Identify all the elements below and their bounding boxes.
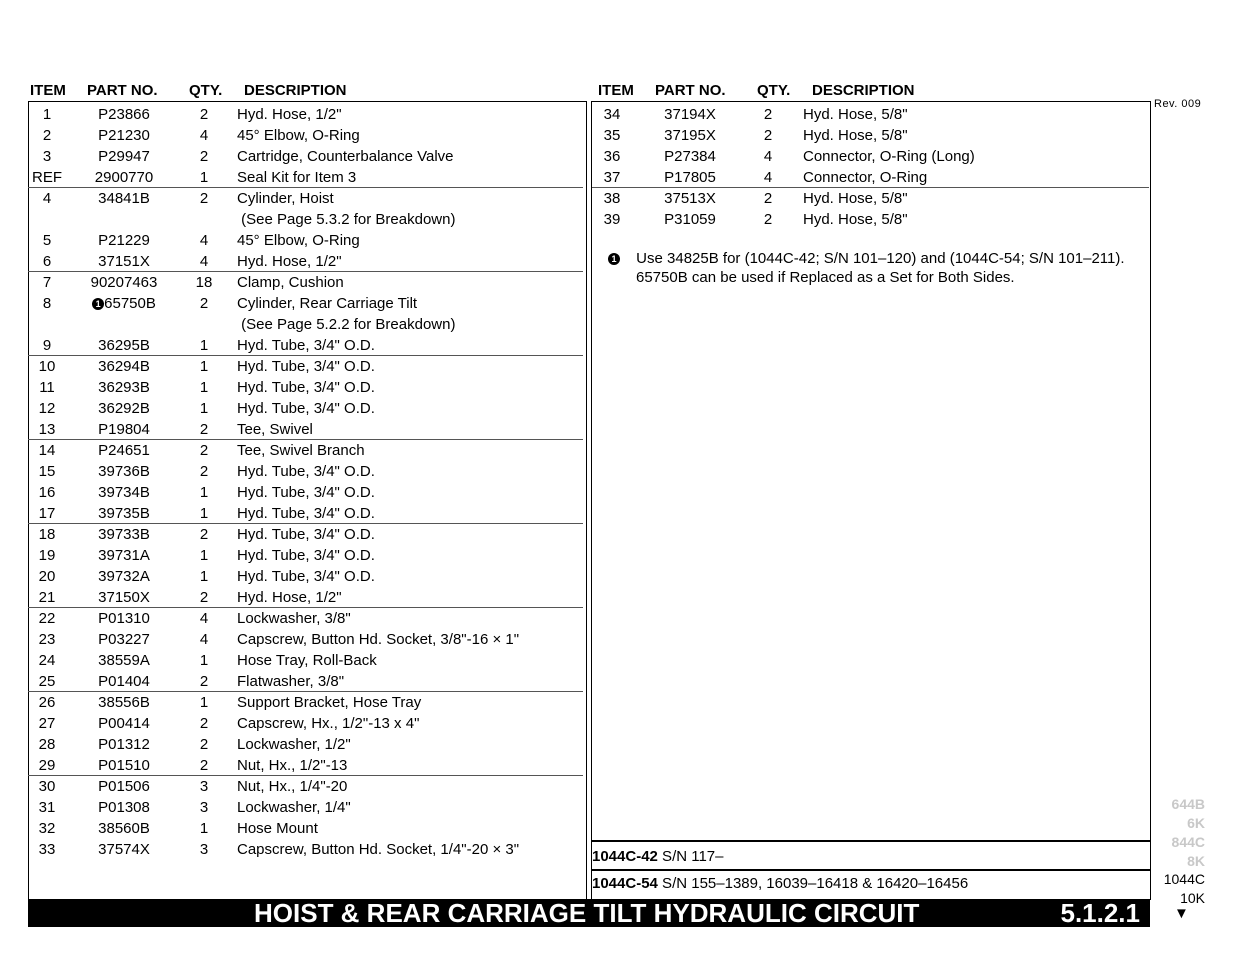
part-number-text: 36294B: [98, 358, 150, 375]
description: Hyd. Tube, 3/4" O.D.: [237, 379, 375, 396]
page-title: HOIST & REAR CARRIAGE TILT HYDRAULIC CIRCUIT: [254, 898, 920, 928]
item-number: 26: [38, 694, 56, 711]
quantity: 3: [199, 778, 209, 795]
part-number-text: 37513X: [664, 190, 716, 207]
item-number: 21: [38, 589, 56, 606]
part-number-text: 36292B: [98, 400, 150, 417]
part-number-text: 39735B: [98, 505, 150, 522]
part-number-text: P00414: [98, 715, 150, 732]
item-number: 25: [38, 673, 56, 690]
description: Lockwasher, 1/2": [237, 736, 351, 753]
footnote: [608, 249, 1125, 269]
table-row: [28, 692, 585, 713]
item-number: 18: [38, 526, 56, 543]
item-number: 27: [38, 715, 56, 732]
item-number: 5: [42, 232, 52, 249]
quantity: 4: [763, 148, 773, 165]
part-number: [650, 209, 730, 230]
table-row: [28, 671, 585, 692]
footnote-line-1: Use 34825B for (1044C-42; S/N 101–120) and (1044C-54; S/N 101–211).: [636, 250, 1125, 267]
part-number-text: 38559A: [98, 652, 150, 669]
part-number: [82, 839, 166, 860]
row-group-divider: [28, 187, 583, 188]
header-qty-right: QTY.: [757, 82, 791, 99]
part-number: [650, 104, 730, 125]
description: Hyd. Tube, 3/4" O.D.: [237, 547, 375, 564]
item-number: 10: [38, 358, 56, 375]
item-number: 39: [603, 211, 621, 228]
row-group-divider: [28, 691, 583, 692]
part-number-text: P01506: [98, 778, 150, 795]
part-number: [82, 629, 166, 650]
item-number: 28: [38, 736, 56, 753]
part-number-text: P21230: [98, 127, 150, 144]
part-number: [82, 251, 166, 272]
table-row: [28, 566, 585, 587]
description: Hose Mount: [237, 820, 318, 837]
quantity: 2: [199, 148, 209, 165]
part-number-text: P24651: [98, 442, 150, 459]
table-row: [591, 146, 1149, 167]
quantity: 2: [199, 673, 209, 690]
table-row: [591, 167, 1149, 188]
item-number: 38: [603, 190, 621, 207]
item-number: 33: [38, 841, 56, 858]
quantity: 2: [763, 190, 773, 207]
description: Cylinder, Hoist: [237, 190, 334, 207]
arrow-down-icon[interactable]: ▼: [1174, 905, 1189, 922]
item-number: 19: [38, 547, 56, 564]
table-row: [28, 377, 585, 398]
description: Hose Tray, Roll-Back: [237, 652, 377, 669]
item-number: REF: [32, 169, 62, 186]
description: (See Page 5.3.2 for Breakdown): [237, 211, 456, 228]
part-number-text: 37574X: [98, 841, 150, 858]
description: Cylinder, Rear Carriage Tilt: [237, 295, 418, 312]
table-row: [28, 587, 585, 608]
part-number-text: 39732A: [98, 568, 150, 585]
part-number: [82, 587, 166, 608]
part-number-text: P23866: [98, 106, 150, 123]
table-row: [28, 818, 585, 839]
table-row: [28, 776, 585, 797]
row-group-divider: [28, 523, 583, 524]
description: Hyd. Hose, 5/8": [803, 190, 908, 207]
footnote-ref-icon: 1: [92, 298, 104, 310]
part-number-text: P29947: [98, 148, 150, 165]
description: Tee, Swivel: [237, 421, 313, 438]
part-number-text: 37150X: [98, 589, 150, 606]
quantity: 1: [199, 820, 209, 837]
part-number-text: P01404: [98, 673, 150, 690]
item-number: 11: [39, 379, 55, 396]
part-number-text: 39734B: [98, 484, 150, 501]
table-row: [28, 293, 585, 314]
part-number: [650, 146, 730, 167]
part-number-text: 39733B: [98, 526, 150, 543]
table-row: [28, 734, 585, 755]
item-number: 37: [603, 169, 621, 186]
part-number-text: 37194X: [664, 106, 716, 123]
part-number: [650, 188, 730, 209]
description: Hyd. Hose, 5/8": [803, 211, 908, 228]
table-row: [28, 608, 585, 629]
part-number: [82, 104, 166, 125]
row-group-divider: [28, 607, 583, 608]
serial-row-54: [591, 872, 1151, 896]
item-number: 6: [42, 253, 52, 270]
description: (See Page 5.2.2 for Breakdown): [237, 316, 456, 333]
quantity: 2: [199, 736, 209, 753]
part-number: [82, 818, 166, 839]
footnote-line-2-container: [636, 268, 1015, 288]
part-number-text: 39731A: [98, 547, 150, 564]
part-number: [82, 671, 166, 692]
part-number: [82, 545, 166, 566]
table-row: [28, 272, 585, 293]
part-number-text: P01308: [98, 799, 150, 816]
part-number-text: 38560B: [98, 820, 150, 837]
quantity: 1: [199, 400, 209, 417]
part-number-text: P01510: [98, 757, 150, 774]
part-number: [650, 125, 730, 146]
quantity: 1: [199, 568, 209, 585]
quantity: 2: [199, 442, 209, 459]
header-part-no-right: PART NO.: [655, 82, 726, 99]
quantity: 1: [199, 379, 209, 396]
quantity: 4: [763, 169, 773, 186]
description: 45° Elbow, O-Ring: [237, 127, 360, 144]
part-number: [82, 377, 166, 398]
part-number-text: 37151X: [98, 253, 150, 270]
part-number: [82, 398, 166, 419]
part-number-text: P27384: [664, 148, 716, 165]
table-row: [28, 398, 585, 419]
part-number-text: P17805: [664, 169, 716, 186]
part-number: [82, 419, 166, 440]
part-number: [82, 608, 166, 629]
table-row: [591, 209, 1149, 230]
description: Hyd. Tube, 3/4" O.D.: [237, 463, 375, 480]
serial-model-54: 1044C-54: [592, 875, 658, 892]
item-number: 35: [603, 127, 621, 144]
part-number-text: 2900770: [94, 169, 154, 186]
quantity: 2: [199, 463, 209, 480]
item-number: 20: [38, 568, 56, 585]
item-number: 17: [38, 505, 56, 522]
quantity: 2: [199, 190, 209, 207]
part-number-text: 65750B: [104, 295, 156, 312]
table-row: [28, 755, 585, 776]
header-description-right: DESCRIPTION: [812, 82, 915, 99]
table-row: [28, 146, 585, 167]
item-number: 36: [603, 148, 621, 165]
part-number: [650, 167, 730, 188]
table-row: [28, 839, 585, 860]
part-number-text: P19804: [98, 421, 150, 438]
quantity: 3: [199, 841, 209, 858]
description: Hyd. Tube, 3/4" O.D.: [237, 568, 375, 585]
description: Nut, Hx., 1/4"-20: [237, 778, 348, 795]
item-number: 2: [42, 127, 52, 144]
part-number: [82, 524, 166, 545]
quantity: 2: [199, 526, 209, 543]
serial-range-42: S/N 117–: [657, 848, 724, 865]
part-number-text: 90207463: [90, 274, 158, 291]
quantity: 2: [199, 106, 209, 123]
part-number: [82, 755, 166, 776]
description: Hyd. Hose, 1/2": [237, 589, 342, 606]
part-number-text: P03227: [98, 631, 150, 648]
table-row: [28, 797, 585, 818]
serial-model-42: 1044C-42: [592, 848, 658, 865]
serial-divider-top: [591, 840, 1151, 842]
part-number-text: 37195X: [664, 127, 716, 144]
table-row: [28, 419, 585, 440]
quantity: 2: [763, 106, 773, 123]
part-number: [82, 230, 166, 251]
description: Hyd. Hose, 5/8": [803, 127, 908, 144]
quantity: 2: [199, 757, 209, 774]
part-number: [82, 566, 166, 587]
description: Connector, O-Ring: [803, 169, 928, 186]
section-number: 5.1.2.1: [1060, 898, 1140, 928]
part-number: [82, 503, 166, 524]
table-row: [28, 335, 585, 356]
item-number: 4: [42, 190, 52, 207]
header-part-no-left: PART NO.: [87, 82, 158, 99]
item-number: 9: [42, 337, 52, 354]
quantity: 2: [199, 715, 209, 732]
part-number: [82, 335, 166, 356]
quantity: 18: [195, 274, 213, 291]
part-number-text: P21229: [98, 232, 150, 249]
item-number: 13: [38, 421, 56, 438]
part-number: [82, 356, 166, 377]
serial-row-42: [591, 845, 1151, 871]
quantity: 4: [199, 253, 209, 270]
part-number-text: 34841B: [98, 190, 150, 207]
description: Hyd. Tube, 3/4" O.D.: [237, 337, 375, 354]
part-number: [82, 293, 166, 314]
table-row: [28, 713, 585, 734]
revision-label: Rev. 009: [1154, 98, 1202, 110]
item-number: 14: [38, 442, 56, 459]
footnote-line-2: 65750B can be used if Replaced as a Set for Both Sides.: [636, 269, 1015, 286]
item-number: 3: [42, 148, 52, 165]
description: Lockwasher, 1/4": [237, 799, 351, 816]
model-8k[interactable]: 8K: [1187, 853, 1205, 869]
footnote-marker: 1: [608, 253, 620, 265]
part-number: [82, 734, 166, 755]
quantity: 4: [199, 127, 209, 144]
header-item-left: ITEM: [30, 82, 66, 99]
item-number: 16: [38, 484, 56, 501]
item-number: 8: [42, 295, 52, 312]
quantity: 1: [199, 547, 209, 564]
description: Hyd. Tube, 3/4" O.D.: [237, 400, 375, 417]
quantity: 4: [199, 610, 209, 627]
table-row: [28, 545, 585, 566]
description: Cartridge, Counterbalance Valve: [237, 148, 454, 165]
part-number: [82, 272, 166, 293]
part-number: [82, 167, 166, 188]
model-844c[interactable]: 844C: [1171, 834, 1205, 850]
quantity: 4: [199, 232, 209, 249]
item-number: 15: [38, 463, 56, 480]
part-number-text: 36295B: [98, 337, 150, 354]
table-row: [28, 650, 585, 671]
row-group-divider: [28, 355, 583, 356]
part-number-text: 36293B: [98, 379, 150, 396]
header-description-left: DESCRIPTION: [244, 82, 347, 99]
description: Hyd. Hose, 1/2": [237, 253, 342, 270]
table-row: [28, 440, 585, 461]
quantity: 2: [199, 421, 209, 438]
quantity: 2: [763, 127, 773, 144]
table-row: [591, 125, 1149, 146]
description: Hyd. Tube, 3/4" O.D.: [237, 505, 375, 522]
table-row: [28, 629, 585, 650]
part-number: [82, 188, 166, 209]
item-number: 23: [38, 631, 56, 648]
item-number: 32: [38, 820, 56, 837]
table-row: [28, 104, 585, 125]
model-10k[interactable]: 10K: [1180, 890, 1205, 906]
table-row: [28, 188, 585, 209]
model-644b[interactable]: 644B: [1171, 796, 1205, 812]
part-number: [82, 713, 166, 734]
header-item-right: ITEM: [598, 82, 634, 99]
part-number: [82, 440, 166, 461]
table-row: [28, 461, 585, 482]
description: 45° Elbow, O-Ring: [237, 232, 360, 249]
part-number: [82, 461, 166, 482]
item-number: 34: [603, 106, 621, 123]
item-number: 30: [38, 778, 56, 795]
table-row: [28, 230, 585, 251]
quantity: 3: [199, 799, 209, 816]
quantity: 4: [199, 631, 209, 648]
description: Hyd. Tube, 3/4" O.D.: [237, 526, 375, 543]
serial-range-54: S/N 155–1389, 16039–16418 & 16420–16456: [657, 875, 969, 892]
description: Connector, O-Ring (Long): [803, 148, 975, 165]
part-number: [82, 776, 166, 797]
description: Hyd. Tube, 3/4" O.D.: [237, 484, 375, 501]
item-number: 29: [38, 757, 56, 774]
table-row: [28, 524, 585, 545]
quantity: 1: [199, 484, 209, 501]
model-6k[interactable]: 6K: [1187, 815, 1205, 831]
quantity: 1: [199, 505, 209, 522]
part-number-text: 38556B: [98, 694, 150, 711]
table-row: [28, 125, 585, 146]
title-bar: [28, 899, 1150, 927]
part-number: [82, 650, 166, 671]
quantity: 2: [763, 211, 773, 228]
description: Capscrew, Button Hd. Socket, 1/4"-20 × 3": [237, 841, 520, 858]
item-number: 1: [42, 106, 52, 123]
quantity: 1: [199, 358, 209, 375]
description: Clamp, Cushion: [237, 274, 344, 291]
description: Flatwasher, 3/8": [237, 673, 345, 690]
part-number-text: 39736B: [98, 463, 150, 480]
description: Capscrew, Button Hd. Socket, 3/8"-16 × 1": [237, 631, 520, 648]
quantity: 1: [199, 337, 209, 354]
row-group-divider: [28, 775, 583, 776]
table-row: [591, 188, 1149, 209]
table-row: [28, 503, 585, 524]
row-group-divider: [28, 271, 583, 272]
part-number: [82, 482, 166, 503]
item-number: 31: [38, 799, 56, 816]
part-number: [82, 692, 166, 713]
table-row: [28, 482, 585, 503]
description: Nut, Hx., 1/2"-13: [237, 757, 348, 774]
table-row: [28, 167, 585, 188]
part-number: [82, 125, 166, 146]
description: Lockwasher, 3/8": [237, 610, 351, 627]
description: Seal Kit for Item 3: [237, 169, 357, 186]
item-number: 7: [42, 274, 52, 291]
part-number-text: P01312: [98, 736, 150, 753]
part-number: [82, 797, 166, 818]
description: Tee, Swivel Branch: [237, 442, 365, 459]
part-number: [82, 146, 166, 167]
part-number-text: P01310: [98, 610, 150, 627]
description: Hyd. Tube, 3/4" O.D.: [237, 358, 375, 375]
item-number: 24: [38, 652, 56, 669]
table-row: [28, 251, 585, 272]
model-1044c[interactable]: 1044C: [1163, 871, 1205, 887]
item-number: 12: [38, 400, 56, 417]
table-row: [28, 209, 585, 230]
table-row: [28, 356, 585, 377]
description: Hyd. Hose, 1/2": [237, 106, 342, 123]
description: Capscrew, Hx., 1/2"-13 x 4": [237, 715, 420, 732]
description: Support Bracket, Hose Tray: [237, 694, 422, 711]
table-row: [28, 314, 585, 335]
row-group-divider: [592, 187, 1149, 188]
part-number-text: P31059: [664, 211, 716, 228]
quantity: 2: [199, 589, 209, 606]
header-qty-left: QTY.: [189, 82, 223, 99]
description: Hyd. Hose, 5/8": [803, 106, 908, 123]
table-row: [591, 104, 1149, 125]
quantity: 1: [199, 694, 209, 711]
quantity: 1: [199, 169, 209, 186]
row-group-divider: [28, 439, 583, 440]
quantity: 2: [199, 295, 209, 312]
item-number: 22: [38, 610, 56, 627]
quantity: 1: [199, 652, 209, 669]
